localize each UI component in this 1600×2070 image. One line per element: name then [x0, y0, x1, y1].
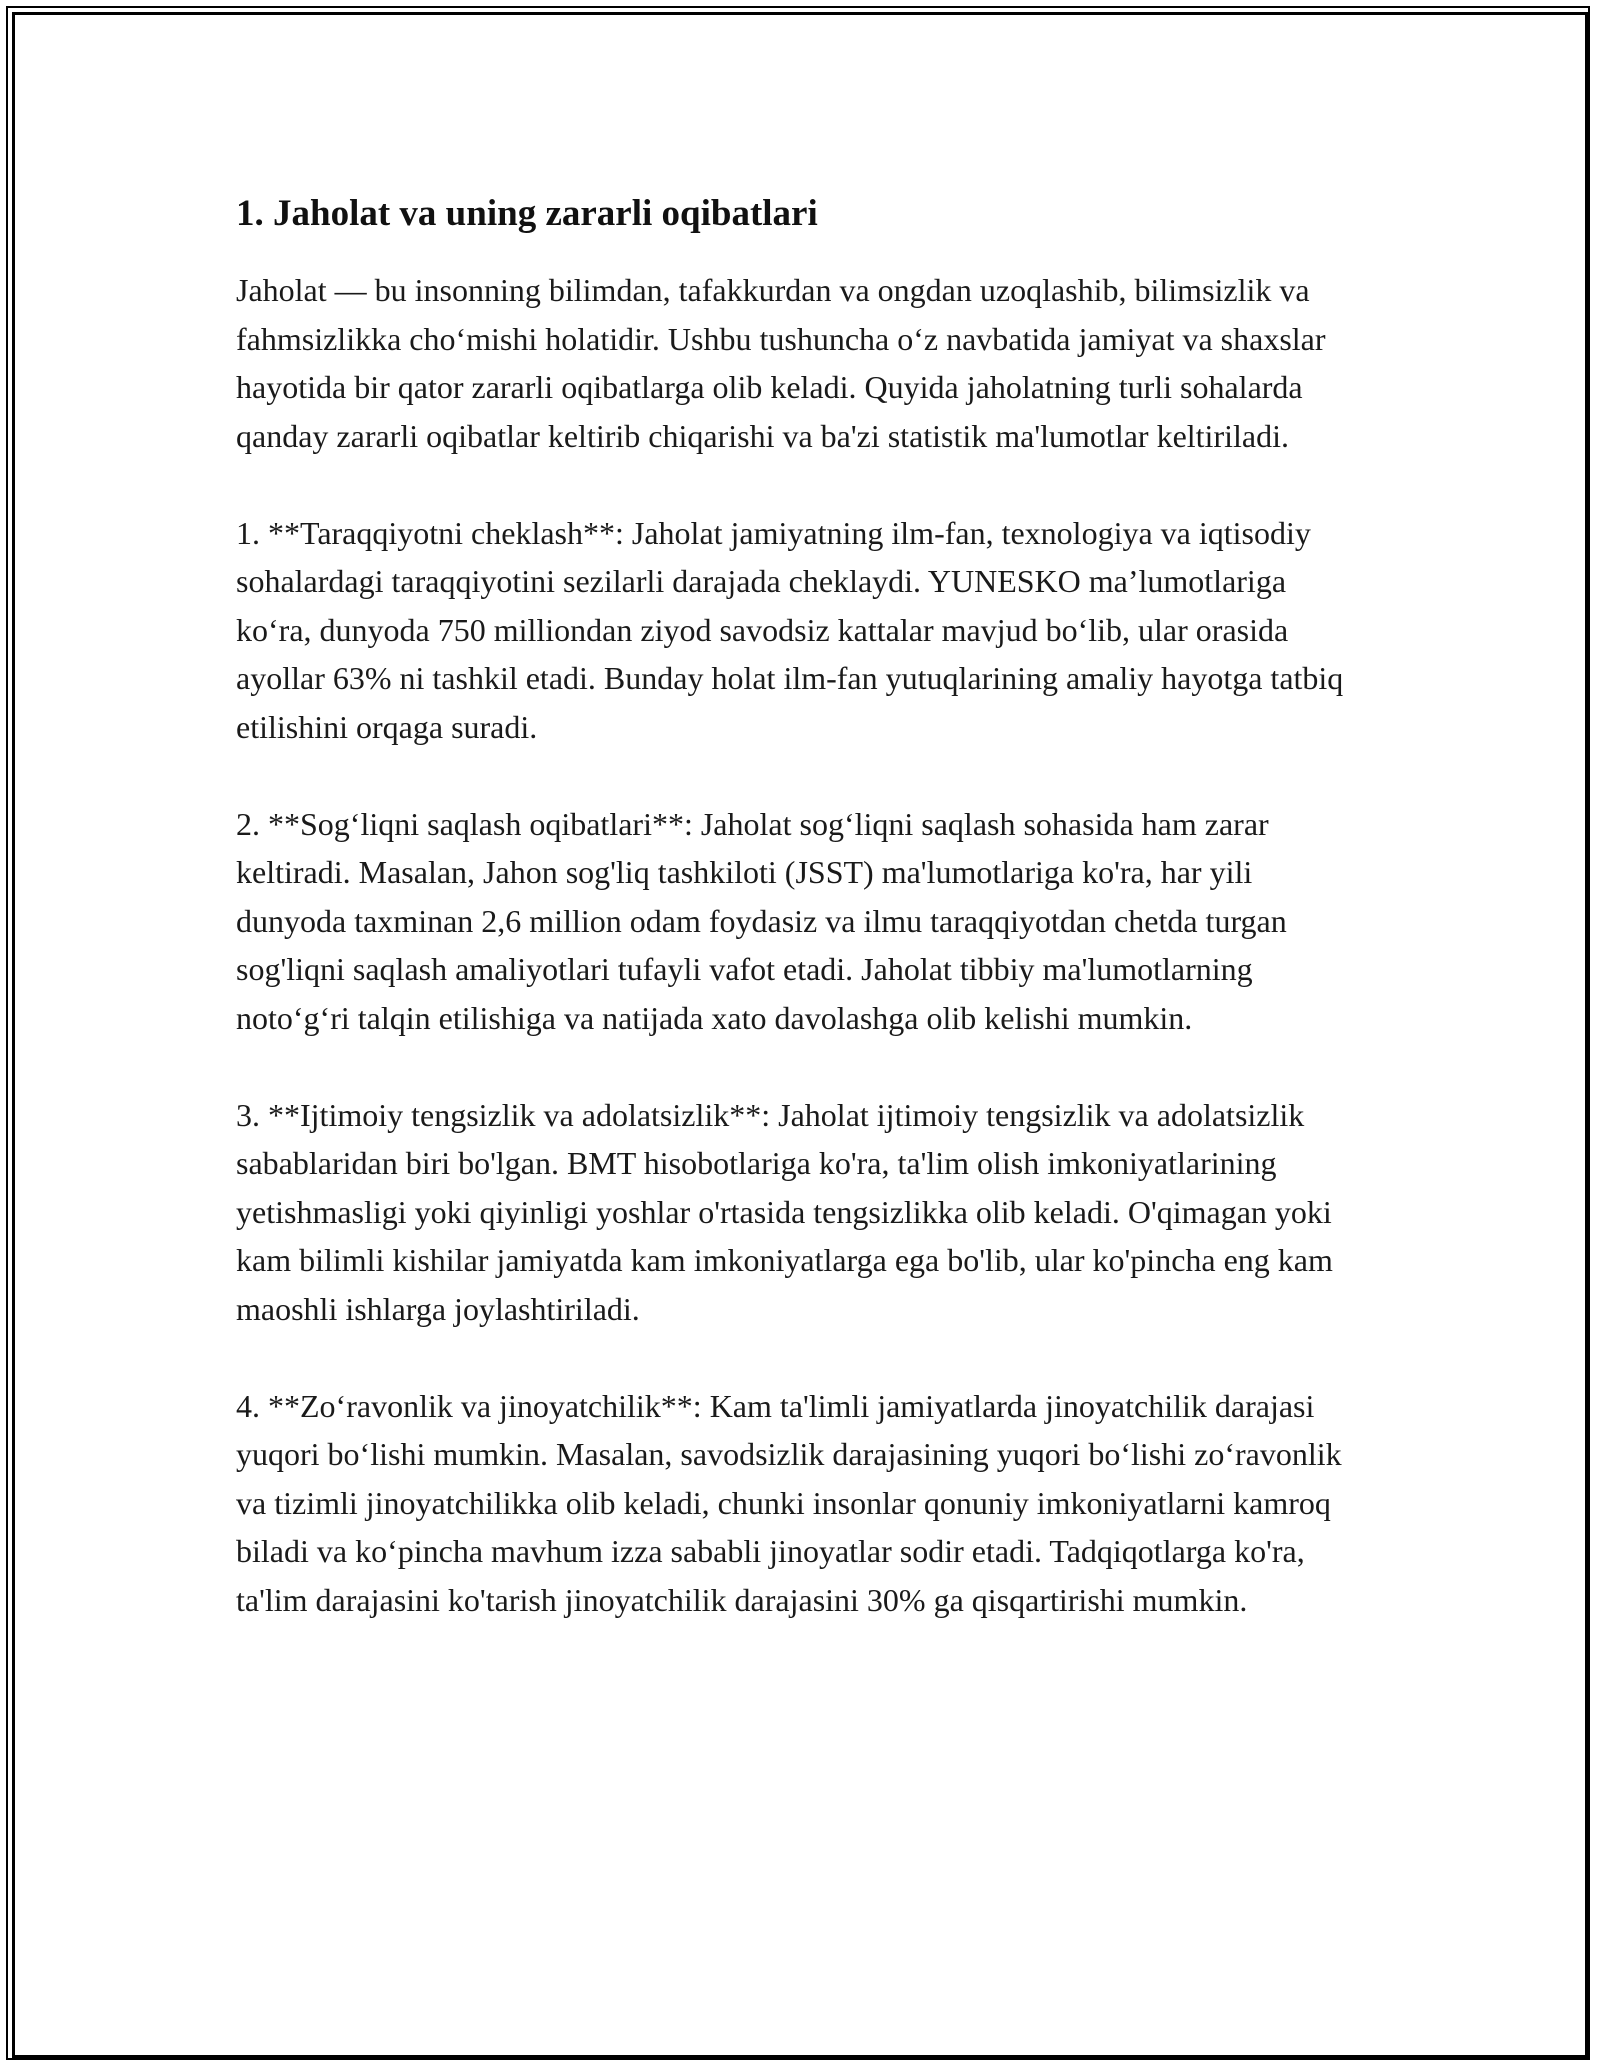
- paragraph-point-4: 4. **Zo‘ravonlik va jinoyatchilik**: Kam ta'limli jamiyatlarda jinoyatchilik darajasi yuqori bo‘lishi mumkin. Masalan, savodsizlik darajasining yuqori bo‘lishi zo‘ravonlik va tizimli jinoyatchilikka olib keladi, chunki insonlar qonuniy imkoniyatlarni kamroq biladi va ko‘pincha mavhum izza sababli jinoyatlar sodir etadi. Tadqiqotlarga ko'ra, ta'lim darajasini ko'tarish jinoyatchilik darajasini 30% ga qisqartirishi mumkin.: [236, 1387, 1342, 1618]
- intro-paragraph: Jaholat — bu insonning bilimdan, tafakkurdan va ongdan uzoqlashib, bilimsizlik va fahmsizlikka cho‘mishi holatidir. Ushbu tushuncha o‘z navbatida jamiyat va shaxslar hayotida bir qator zararli oqibatlarga olib keladi. Quyida jaholatning turli sohalarda qanday zararli oqibatlar keltirib chiqarishi va ba'zi statistik ma'lumotlar keltiriladi.: [236, 272, 1326, 454]
- paragraph-point-1: 1. **Taraqqiyotni cheklash**: Jaholat jamiyatning ilm-fan, texnologiya va iqtisodiy sohalardagi taraqqiyotini sezilarli darajada cheklaydi. YUNESKO ma’lumotlariga ko‘ra, dunyoda 750 milliondan ziyod savodsiz kattalar mavjud bo‘lib, ular orasida ayollar 63% ni tashkil etadi. Bunday holat ilm-fan yutuqlarining amaliy hayotga tatbiq etilishini orqaga suradi.: [236, 514, 1344, 745]
- document-title: 1. Jaholat va uning zararli oqibatlari: [236, 193, 818, 234]
- paragraph-point-3: 3. **Ijtimoiy tengsizlik va adolatsizlik**: Jaholat ijtimoiy tengsizlik va adolatsizlik sabablaridan biri bo'lgan. BMT hisobotlariga ko'ra, ta'lim olish imkoniyatlarining yetishmasligi yoki qiyinligi yoshlar o'rtasida tengsizlikka olib keladi. O'qimagan yoki kam bilimli kishilar jamiyatda kam imkoniyatlarga ega bo'lib, ular ko'pincha eng kam maoshli ishlarga joylashtiriladi.: [236, 1096, 1333, 1327]
- paragraph-point-2: 2. **Sog‘liqni saqlash oqibatlari**: Jaholat sog‘liqni saqlash sohasida ham zarar keltiradi. Masalan, Jahon sog'liq tashkiloti (JSST) ma'lumotlariga ko'ra, har yili dunyoda taxminan 2,6 million odam foydasiz va ilmu taraqqiyotdan chetda turgan sog'liqni saqlash amaliyotlari tufayli vafot etadi. Jaholat tibbiy ma'lumotlarning noto‘g‘ri talqin etilishiga va natijada xato davolashga olib kelishi mumkin.: [236, 805, 1287, 1036]
- document-body: [236, 186, 1364, 1624]
